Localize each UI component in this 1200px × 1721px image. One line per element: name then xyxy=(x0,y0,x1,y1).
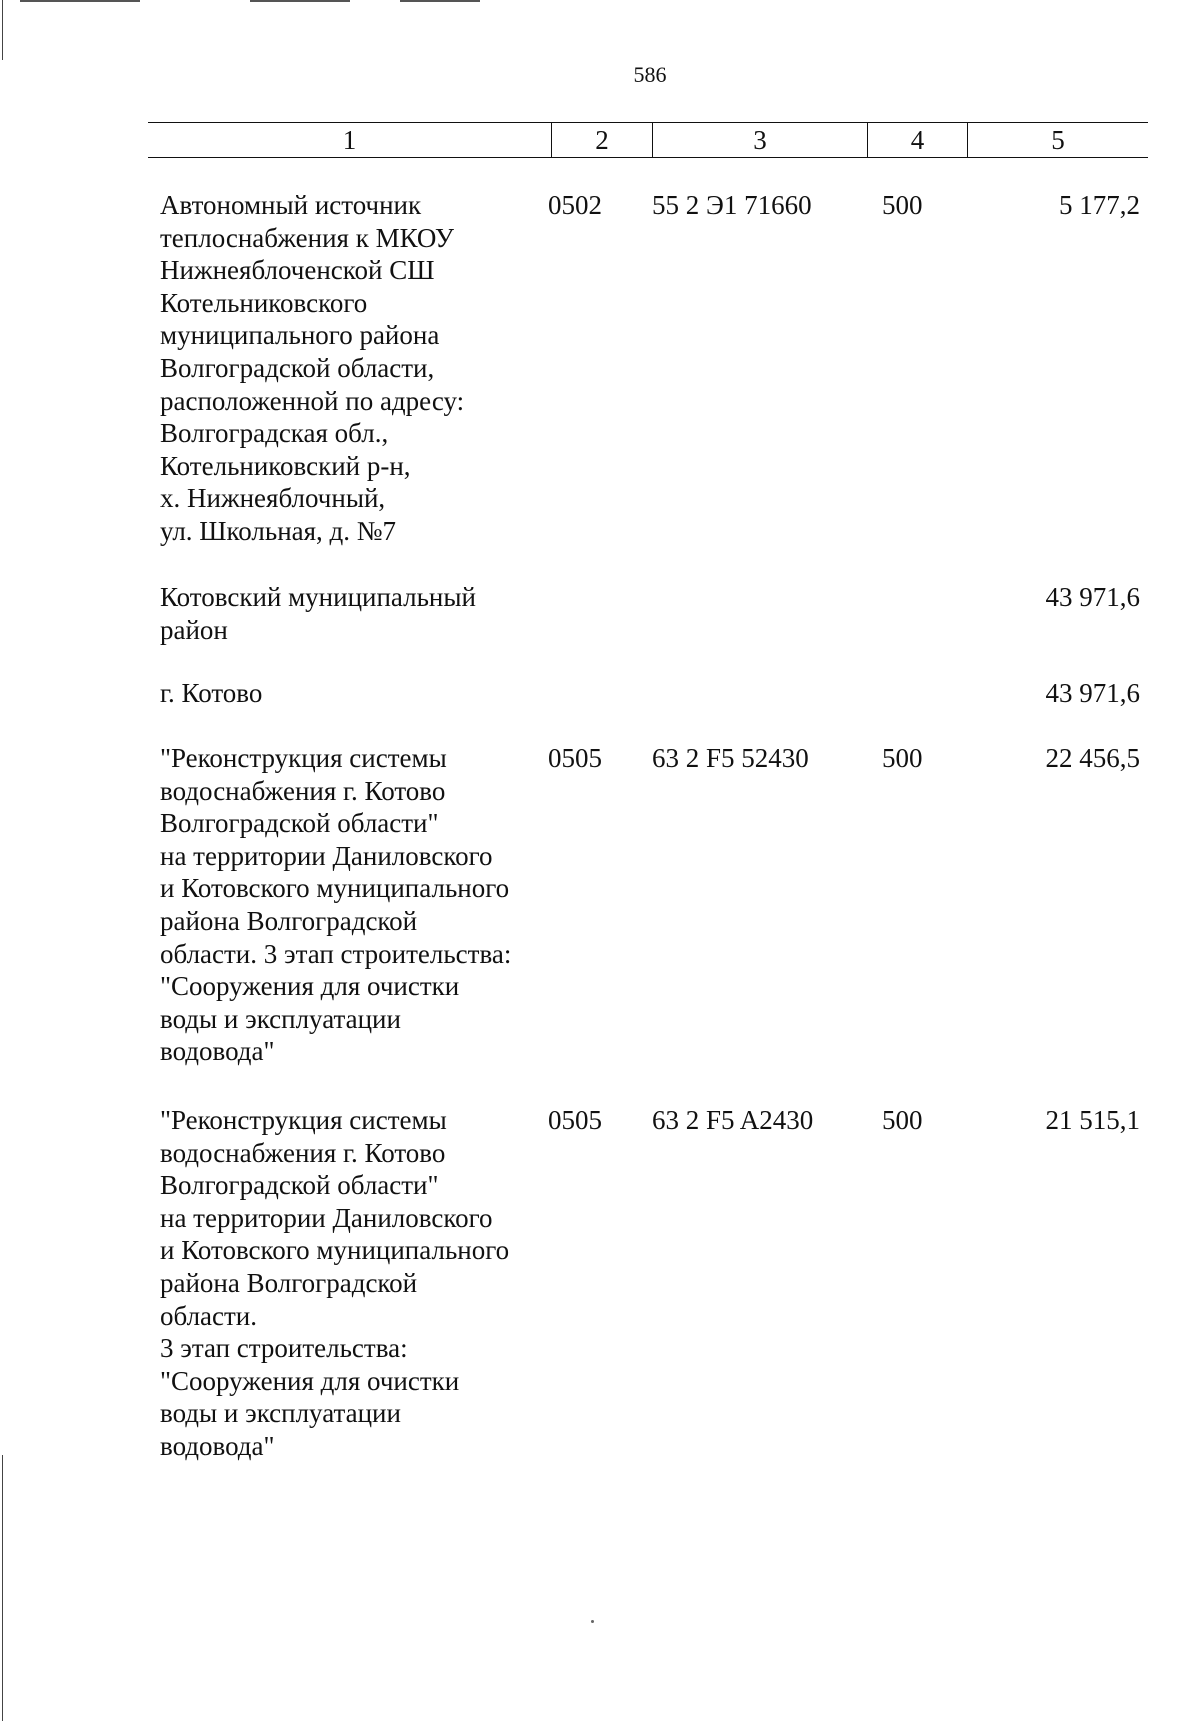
row-type: 500 xyxy=(882,190,923,220)
scan-margin-line xyxy=(2,1455,3,1721)
column-header-3: 3 xyxy=(652,123,867,157)
table-row xyxy=(148,742,1148,1068)
column-header-4: 4 xyxy=(867,123,967,157)
table-row xyxy=(148,677,1148,710)
row-section xyxy=(528,677,638,710)
row-amount: 43 971,6 xyxy=(1045,582,1140,612)
table-row xyxy=(148,189,1148,548)
row-amount: 21 515,1 xyxy=(1045,1105,1140,1135)
row-code: 63 2 F5 52430 xyxy=(652,743,809,773)
table-header xyxy=(148,122,1148,158)
page-number: 586 xyxy=(633,62,667,87)
row-name: Котовский муниципальный район xyxy=(160,582,476,645)
row-name: Автономный источник теплоснабжения к МКОУ Нижнеяблоченской СШ Котельниковского муниципального района Волгоградской области, расположенной по адресу: Волгоградская обл., Котельниковский р-н, х. Нижнеяблочный, ул. Школьная, д. №7 xyxy=(160,190,465,546)
row-amount: 22 456,5 xyxy=(1045,743,1140,773)
scan-top-mark xyxy=(250,0,350,2)
row-section xyxy=(528,581,638,646)
row-code: 63 2 F5 A2430 xyxy=(652,1105,814,1135)
row-type xyxy=(858,677,958,710)
row-type xyxy=(858,581,958,646)
row-type: 500 xyxy=(882,1105,923,1135)
row-name: г. Котово xyxy=(160,678,263,708)
row-name: "Реконструкция системы водоснабжения г. Котово Волгоградской области" на территории Даниловского и Котовского муниципального района Волгоградской области. 3 этап строительства: "Сооружения для очистки воды и эксплуатации водовода" xyxy=(160,743,512,1067)
row-code xyxy=(638,677,858,710)
row-code: 55 2 Э1 71660 xyxy=(652,190,812,220)
scan-top-mark xyxy=(20,0,140,2)
row-code xyxy=(638,581,858,646)
table-row xyxy=(148,1104,1148,1463)
row-section: 0505 xyxy=(548,1105,602,1135)
scan-speck xyxy=(591,1620,594,1623)
column-header-2: 2 xyxy=(551,123,652,157)
column-header-1: 1 xyxy=(342,125,357,155)
row-section: 0502 xyxy=(548,190,602,220)
row-amount: 43 971,6 xyxy=(1045,678,1140,708)
row-amount: 5 177,2 xyxy=(1059,190,1140,220)
column-header-5: 5 xyxy=(967,123,1148,157)
scan-margin-line xyxy=(2,0,3,60)
row-type: 500 xyxy=(882,743,923,773)
table-row xyxy=(148,581,1148,646)
row-name: "Реконструкция системы водоснабжения г. Котово Волгоградской области" на территории Даниловского и Котовского муниципального района Волгоградской области. 3 этап строительства: "Сооружения для очистки воды и эксплуатации водовода" xyxy=(160,1105,510,1461)
row-section: 0505 xyxy=(548,743,602,773)
scan-top-mark xyxy=(400,0,480,2)
